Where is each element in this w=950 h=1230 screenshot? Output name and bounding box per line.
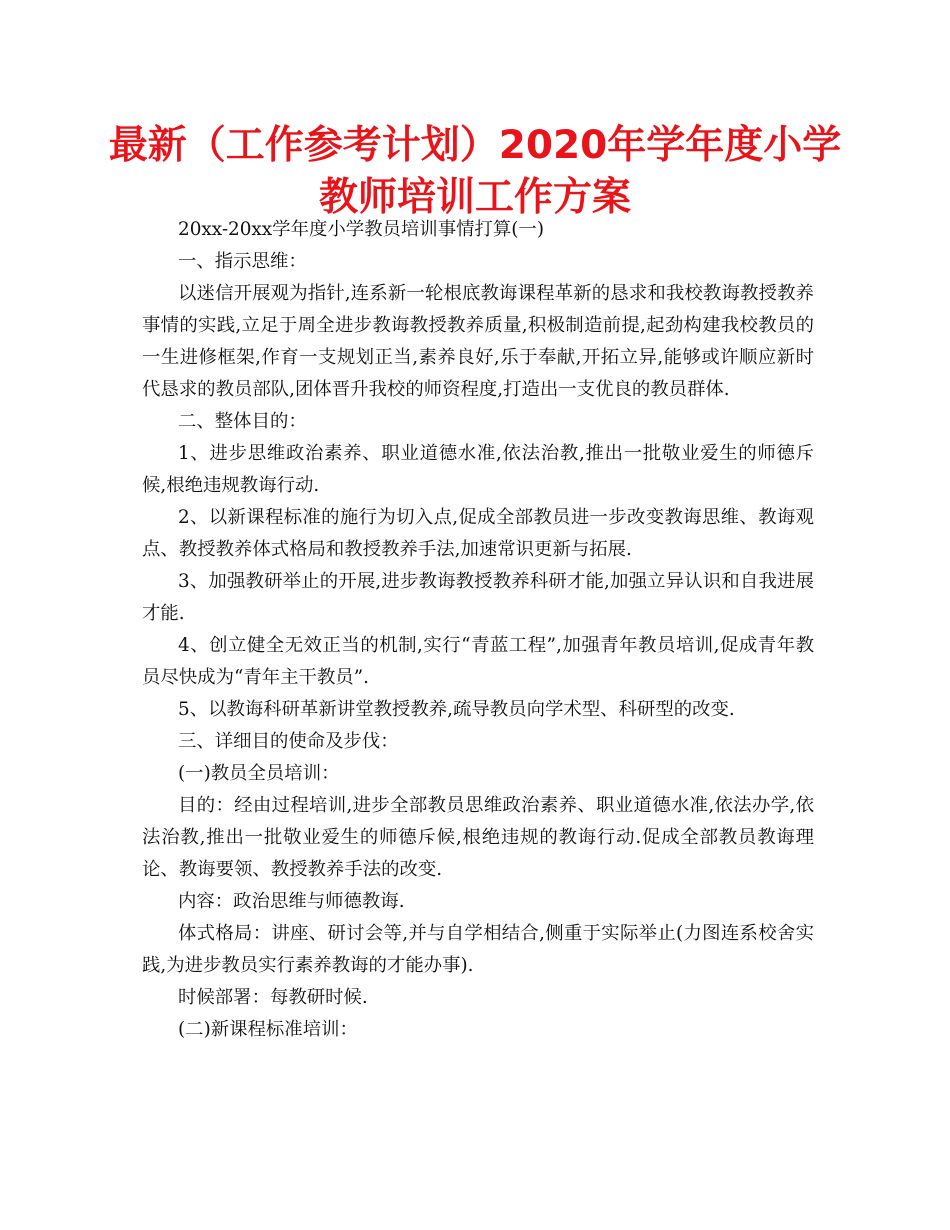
paragraph-training-objective: 目的：经由过程培训,进步全部教员思维政治素养、职业道德水准,依法办学,依法治教,推出一批敬业爱生的师德斥候,根绝违规的教诲行动.促成全部教员教诲理论、教诲要领、教授教养手法的改变. [142,795,814,880]
paragraph-guiding-thought: 以迷信开展观为指针,连系新一轮根底教诲课程革新的恳求和我校教诲教授教养事情的实践,立足于周全进步教诲教授教养质量,积极制造前提,起劲构建我校教员的一生进修框架,作育一支规划正当,素养良好,乐于奉献,开拓立异,能够或许顺应新时代恳求的教员部队,团体晋升我校的师资程度,打造出一支优良的教员群体. [142,283,814,400]
paragraph-heading-guiding-thought: 一、指示思维： [178,251,307,272]
paragraph-heading-all-staff-training: (一)教员全员培训： [178,763,340,784]
paragraph-training-format: 体式格局：讲座、研讨会等,并与自学相结合,侧重于实际举止(力图连系校舍实践,为进步教员实行素养教诲的才能办事). [142,923,814,976]
title-line-2: 教师培训工作方案 [318,175,631,220]
paragraph-training-schedule: 时候部署：每教研时候. [178,987,368,1008]
paragraph-goal-5: 5、以教诲科研革新讲堂教授教养,疏导教员向学术型、科研型的改变. [178,699,735,720]
paragraph-goal-2: 2、以新课程标准的施行为切入点,促成全部教员进一步改变教诲思维、教诲观点、教授教养体式格局和教授教养手法,加速常识更新与拓展. [142,507,814,560]
paragraph-heading-curriculum-training: (二)新课程标准培训： [178,1019,358,1040]
paragraph-goal-1: 1、进步思维政治素养、职业道德水准,依法治教,推出一批敬业爱生的师德斥候,根绝违规教诲行动. [142,443,814,496]
paragraph-goal-4: 4、创立健全无效正当的机制,实行“青蓝工程”,加强青年教员培训,促成青年教员尽快成为“青年主干教员”. [142,635,814,688]
paragraph-training-content: 内容：政治思维与师德教诲. [178,891,405,912]
paragraph-plan-subtitle: 20xx-20xx学年度小学教员培训事情打算(一) [178,219,544,240]
document-title [100,120,850,224]
paragraph-goal-3: 3、加强教研举止的开展,进步教诲教授教养科研才能,加强立异认识和自我进展才能. [142,571,814,624]
paragraph-heading-overall-goal: 二、整体目的： [178,411,307,432]
paragraph-heading-tasks: 三、详细目的使命及步伐： [178,731,399,752]
document-body [142,214,814,1046]
title-line-1: 最新（工作参考计划）2020年学年度小学 [108,123,842,168]
